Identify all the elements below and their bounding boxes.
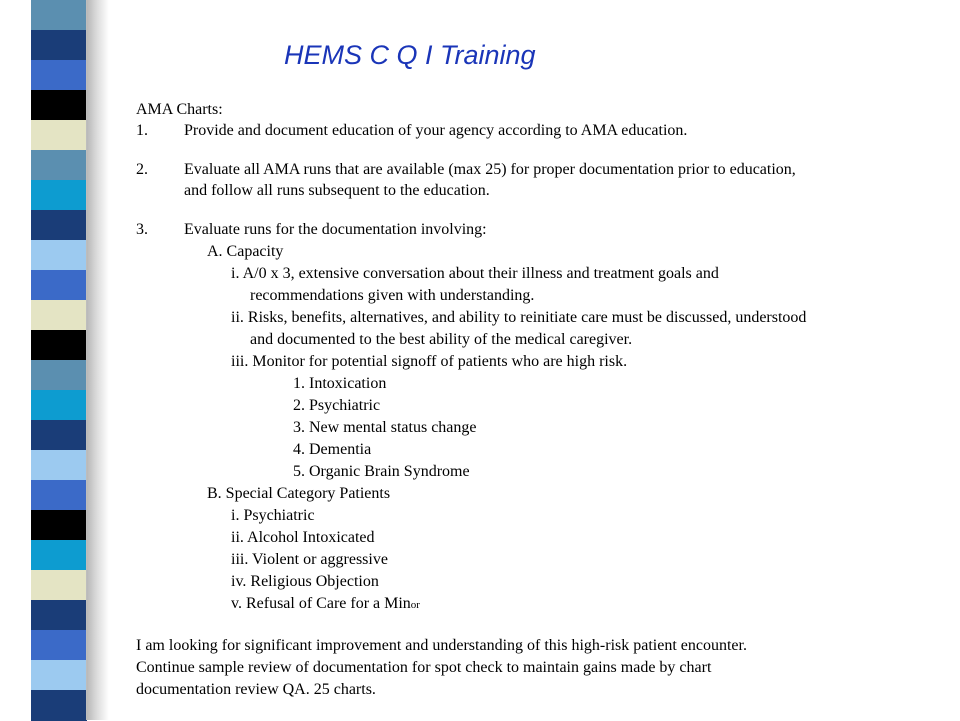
section-heading: AMA Charts:	[136, 101, 223, 118]
subsection-capacity: A. Capacity	[207, 243, 284, 260]
item-number: 1.	[136, 122, 148, 139]
item-text: Evaluate all AMA runs that are available (max 25) for proper documentation prior to education,	[184, 161, 796, 178]
item-number: 2.	[136, 161, 148, 178]
risk-item: 3. New mental status change	[293, 419, 477, 436]
closing-line: documentation review QA. 25 charts.	[136, 681, 376, 698]
slide-title: HEMS C Q I Training	[284, 40, 536, 70]
closing-line: Continue sample review of documentation for spot check to maintain gains made by chart	[136, 659, 712, 676]
subsection-special-category: B. Special Category Patients	[207, 485, 391, 502]
risk-item: 1. Intoxication	[293, 375, 387, 392]
special-category-item: iii. Violent or aggressive	[231, 551, 388, 568]
item-text: Evaluate runs for the documentation involving:	[184, 221, 487, 238]
special-category-item: iv. Religious Objection	[231, 573, 379, 590]
special-category-item: i. Psychiatric	[231, 507, 315, 524]
special-category-item	[231, 594, 420, 615]
closing-line: I am looking for significant improvement and understanding of this high-risk patient encounter.	[136, 637, 747, 654]
item-text: Provide and document education of your agency according to AMA education.	[184, 122, 688, 139]
capacity-item-i: i. A/0 x 3, extensive conversation about their illness and treatment goals and	[231, 265, 719, 282]
special-category-item-text: v. Refusal of Care for a Min	[231, 595, 411, 612]
special-category-item: ii. Alcohol Intoxicated	[231, 529, 375, 546]
capacity-item-ii-continued: and documented to the best ability of the medical caregiver.	[250, 331, 633, 348]
risk-item: 4. Dementia	[293, 441, 372, 458]
special-category-item-suffix: or	[410, 599, 420, 611]
risk-item: 2. Psychiatric	[293, 397, 381, 414]
capacity-item-iii: iii. Monitor for potential signoff of patients who are high risk.	[231, 353, 628, 370]
capacity-item-ii: ii. Risks, benefits, alternatives, and ability to reinitiate care must be discussed, understood	[231, 309, 807, 326]
item-number: 3.	[136, 221, 148, 238]
item-text-continued: and follow all runs subsequent to the education.	[184, 182, 490, 199]
capacity-item-i-continued: recommendations given with understanding.	[250, 287, 535, 304]
risk-item: 5. Organic Brain Syndrome	[293, 463, 470, 480]
